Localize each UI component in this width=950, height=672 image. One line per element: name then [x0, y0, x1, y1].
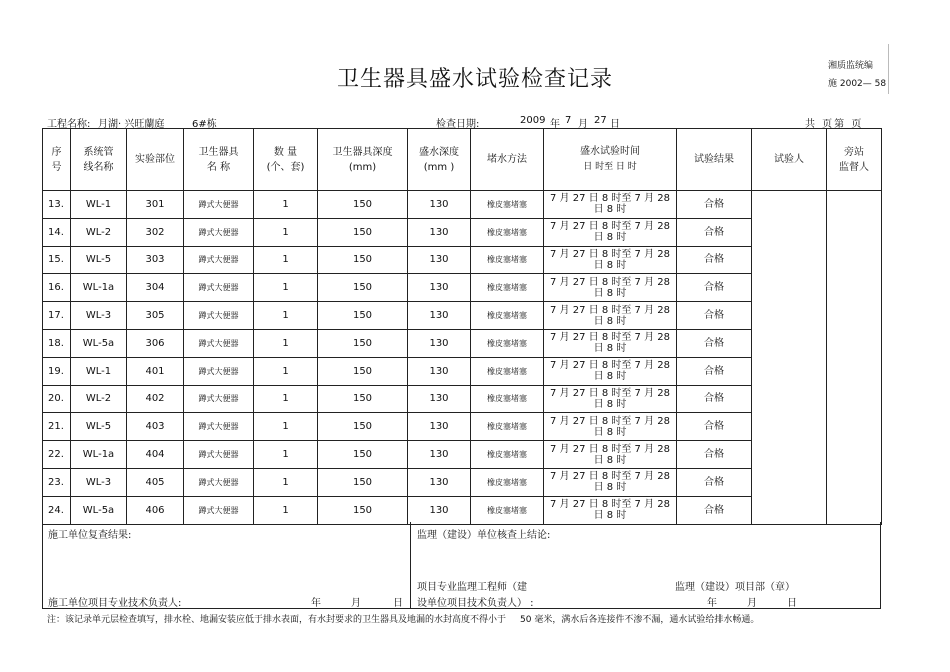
row-line-name: WL-2 — [71, 218, 127, 246]
supervision-review-title: 监理（建设）单位核查上结论: — [417, 530, 551, 541]
row-line-name: WL-3 — [71, 468, 127, 496]
date-day-unit: 日 — [610, 119, 620, 130]
row-part: 304 — [127, 274, 184, 302]
row-line-name: WL-1a — [71, 441, 127, 469]
row-plug-method: 橡皮塞堵塞 — [471, 413, 544, 441]
row-seq: 17. — [43, 302, 71, 330]
row-seq: 21. — [43, 413, 71, 441]
row-seq: 20. — [43, 385, 71, 413]
row-fixture-depth: 150 — [318, 413, 408, 441]
construction-signatory: 施工单位项目专业技术负责人: — [48, 598, 182, 609]
row-quantity: 1 — [254, 274, 318, 302]
row-quantity: 1 — [254, 246, 318, 274]
row-result: 合格 — [677, 496, 752, 524]
row-quantity: 1 — [254, 329, 318, 357]
row-line-name: WL-1 — [71, 357, 127, 385]
row-quantity: 1 — [254, 496, 318, 524]
date-year-unit: 年 — [550, 119, 560, 130]
row-result: 合格 — [677, 191, 752, 219]
row-water-depth: 130 — [408, 357, 471, 385]
tester-cell — [752, 191, 827, 525]
page-count: 共 页第 页 — [805, 119, 864, 130]
row-test-time: 7 月 27 日 8 时至 7 月 28 日 8 时 — [544, 413, 677, 441]
row-fixture: 蹲式大便器 — [184, 274, 254, 302]
row-result: 合格 — [677, 302, 752, 330]
row-plug-method: 橡皮塞堵塞 — [471, 385, 544, 413]
table-row — [43, 191, 882, 219]
project-label: 工程名称: — [47, 119, 91, 130]
date-day: 27 — [594, 115, 607, 126]
row-water-depth: 130 — [408, 441, 471, 469]
row-test-time: 7 月 27 日 8 时至 7 月 28 日 8 时 — [544, 496, 677, 524]
row-test-time: 7 月 27 日 8 时至 7 月 28 日 8 时 — [544, 357, 677, 385]
row-plug-method: 橡皮塞堵塞 — [471, 468, 544, 496]
row-test-time: 7 月 27 日 8 时至 7 月 28 日 8 时 — [544, 191, 677, 219]
row-plug-method: 橡皮塞堵塞 — [471, 357, 544, 385]
date-month-unit: 月 — [578, 119, 588, 130]
row-fixture: 蹲式大便器 — [184, 413, 254, 441]
row-fixture-depth: 150 — [318, 329, 408, 357]
row-test-time: 7 月 27 日 8 时至 7 月 28 日 8 时 — [544, 441, 677, 469]
row-test-time: 7 月 27 日 8 时至 7 月 28 日 8 时 — [544, 246, 677, 274]
date-label: 检查日期: — [436, 119, 480, 130]
footnote-part2: 50 毫米，满水后各连接件不渗不漏，通水试验给排水畅通。 — [520, 615, 760, 625]
date-year: 2009 — [520, 115, 546, 126]
row-quantity: 1 — [254, 468, 318, 496]
row-line-name: WL-5 — [71, 413, 127, 441]
building-value: 6#栋 — [192, 119, 217, 130]
row-result: 合格 — [677, 413, 752, 441]
row-result: 合格 — [677, 385, 752, 413]
header-plug-method: 堵水方法 — [471, 129, 544, 191]
header-fixture-depth: 卫生器具深度 (mm) — [318, 129, 408, 191]
row-result: 合格 — [677, 329, 752, 357]
row-plug-method: 橡皮塞堵塞 — [471, 441, 544, 469]
corner-org: 湘质监统编 — [828, 61, 874, 71]
row-fixture: 蹲式大便器 — [184, 357, 254, 385]
table-header-row — [43, 129, 882, 191]
row-result: 合格 — [677, 274, 752, 302]
supervision-sign-month: 月 — [747, 598, 757, 609]
row-fixture-depth: 150 — [318, 191, 408, 219]
row-water-depth: 130 — [408, 218, 471, 246]
row-fixture: 蹲式大便器 — [184, 246, 254, 274]
row-fixture: 蹲式大便器 — [184, 218, 254, 246]
row-result: 合格 — [677, 468, 752, 496]
row-line-name: WL-5 — [71, 246, 127, 274]
row-test-time: 7 月 27 日 8 时至 7 月 28 日 8 时 — [544, 329, 677, 357]
row-plug-method: 橡皮塞堵塞 — [471, 329, 544, 357]
row-result: 合格 — [677, 357, 752, 385]
row-plug-method: 橡皮塞堵塞 — [471, 274, 544, 302]
row-line-name: WL-1 — [71, 191, 127, 219]
row-test-time: 7 月 27 日 8 时至 7 月 28 日 8 时 — [544, 302, 677, 330]
row-quantity: 1 — [254, 441, 318, 469]
row-part: 403 — [127, 413, 184, 441]
inspection-table — [42, 128, 882, 525]
footnote-part1: 注：该记录单元层检查填写，排水栓、地漏安装应低于排水表面，有水封要求的卫生器具及地漏的水封高度不得小于 — [47, 615, 507, 625]
row-seq: 13. — [43, 191, 71, 219]
review-section — [42, 522, 881, 609]
row-part: 303 — [127, 246, 184, 274]
construction-sign-day: 日 — [393, 598, 403, 609]
row-part: 406 — [127, 496, 184, 524]
row-fixture: 蹲式大便器 — [184, 302, 254, 330]
supervision-sign-day: 日 — [787, 598, 797, 609]
row-test-time: 7 月 27 日 8 时至 7 月 28 日 8 时 — [544, 385, 677, 413]
row-line-name: WL-2 — [71, 385, 127, 413]
row-water-depth: 130 — [408, 302, 471, 330]
row-test-time: 7 月 27 日 8 时至 7 月 28 日 8 时 — [544, 274, 677, 302]
supervision-department: 监理（建设）项目部（章） — [675, 582, 795, 593]
header-seq: 序 号 — [43, 129, 71, 191]
row-fixture: 蹲式大便器 — [184, 468, 254, 496]
row-fixture: 蹲式大便器 — [184, 441, 254, 469]
row-seq: 19. — [43, 357, 71, 385]
row-seq: 23. — [43, 468, 71, 496]
row-fixture-depth: 150 — [318, 468, 408, 496]
row-fixture: 蹲式大便器 — [184, 496, 254, 524]
header-fixture: 卫生器具 名 称 — [184, 129, 254, 191]
row-seq: 22. — [43, 441, 71, 469]
row-line-name: WL-1a — [71, 274, 127, 302]
row-test-time: 7 月 27 日 8 时至 7 月 28 日 8 时 — [544, 468, 677, 496]
row-quantity: 1 — [254, 191, 318, 219]
row-seq: 24. — [43, 496, 71, 524]
row-water-depth: 130 — [408, 329, 471, 357]
header-test-time: 盛水试验时间 日 时至 日 时 — [544, 129, 677, 191]
row-fixture-depth: 150 — [318, 274, 408, 302]
row-fixture: 蹲式大便器 — [184, 385, 254, 413]
row-water-depth: 130 — [408, 468, 471, 496]
row-part: 301 — [127, 191, 184, 219]
row-seq: 16. — [43, 274, 71, 302]
construction-sign-month: 月 — [351, 598, 361, 609]
row-plug-method: 橡皮塞堵塞 — [471, 246, 544, 274]
row-quantity: 1 — [254, 357, 318, 385]
construction-review-title: 施工单位复查结果: — [48, 530, 132, 541]
row-seq: 14. — [43, 218, 71, 246]
row-quantity: 1 — [254, 302, 318, 330]
row-quantity: 1 — [254, 385, 318, 413]
header-water-depth: 盛水深度 (mm ) — [408, 129, 471, 191]
row-result: 合格 — [677, 218, 752, 246]
header-tester: 试验人 — [752, 129, 827, 191]
row-fixture-depth: 150 — [318, 302, 408, 330]
row-result: 合格 — [677, 441, 752, 469]
row-water-depth: 130 — [408, 413, 471, 441]
row-water-depth: 130 — [408, 496, 471, 524]
date-month: 7 — [565, 115, 572, 126]
row-water-depth: 130 — [408, 191, 471, 219]
row-part: 402 — [127, 385, 184, 413]
row-fixture-depth: 150 — [318, 496, 408, 524]
row-plug-method: 橡皮塞堵塞 — [471, 191, 544, 219]
supervision-sign-year: 年 — [707, 598, 717, 609]
row-fixture-depth: 150 — [318, 218, 408, 246]
construction-sign-year: 年 — [311, 598, 321, 609]
row-plug-method: 橡皮塞堵塞 — [471, 302, 544, 330]
row-fixture: 蹲式大便器 — [184, 191, 254, 219]
row-fixture-depth: 150 — [318, 246, 408, 274]
row-water-depth: 130 — [408, 385, 471, 413]
supervision-signatory-line2: 设单位项目技术负责人） : — [417, 598, 534, 609]
row-part: 404 — [127, 441, 184, 469]
header-supervisor: 旁站 监督人 — [827, 129, 882, 191]
row-fixture: 蹲式大便器 — [184, 329, 254, 357]
row-plug-method: 橡皮塞堵塞 — [471, 218, 544, 246]
header-part: 实验部位 — [127, 129, 184, 191]
row-water-depth: 130 — [408, 246, 471, 274]
row-test-time: 7 月 27 日 8 时至 7 月 28 日 8 时 — [544, 218, 677, 246]
row-seq: 18. — [43, 329, 71, 357]
footnote — [47, 612, 759, 625]
row-fixture-depth: 150 — [318, 385, 408, 413]
header-result: 试验结果 — [677, 129, 752, 191]
page-title: 卫生器具盛水试验检查记录 — [336, 67, 613, 92]
supervisor-cell — [827, 191, 882, 525]
corner-code: 施 2002— 58 — [828, 79, 887, 89]
header-line-name: 系统管 线名称 — [71, 129, 127, 191]
row-part: 305 — [127, 302, 184, 330]
row-part: 302 — [127, 218, 184, 246]
row-plug-method: 橡皮塞堵塞 — [471, 496, 544, 524]
row-quantity: 1 — [254, 218, 318, 246]
row-line-name: WL-5a — [71, 329, 127, 357]
row-part: 306 — [127, 329, 184, 357]
project-value: 月湖· 兴旺蘭庭 — [98, 119, 165, 130]
row-result: 合格 — [677, 246, 752, 274]
supervision-signatory-line1: 项目专业监理工程师（建 — [417, 582, 527, 593]
row-fixture-depth: 150 — [318, 441, 408, 469]
row-line-name: WL-3 — [71, 302, 127, 330]
row-part: 401 — [127, 357, 184, 385]
row-fixture-depth: 150 — [318, 357, 408, 385]
row-part: 405 — [127, 468, 184, 496]
row-seq: 15. — [43, 246, 71, 274]
row-water-depth: 130 — [408, 274, 471, 302]
header-quantity: 数 量 (个、套) — [254, 129, 318, 191]
row-line-name: WL-5a — [71, 496, 127, 524]
row-quantity: 1 — [254, 413, 318, 441]
review-divider — [410, 522, 411, 608]
